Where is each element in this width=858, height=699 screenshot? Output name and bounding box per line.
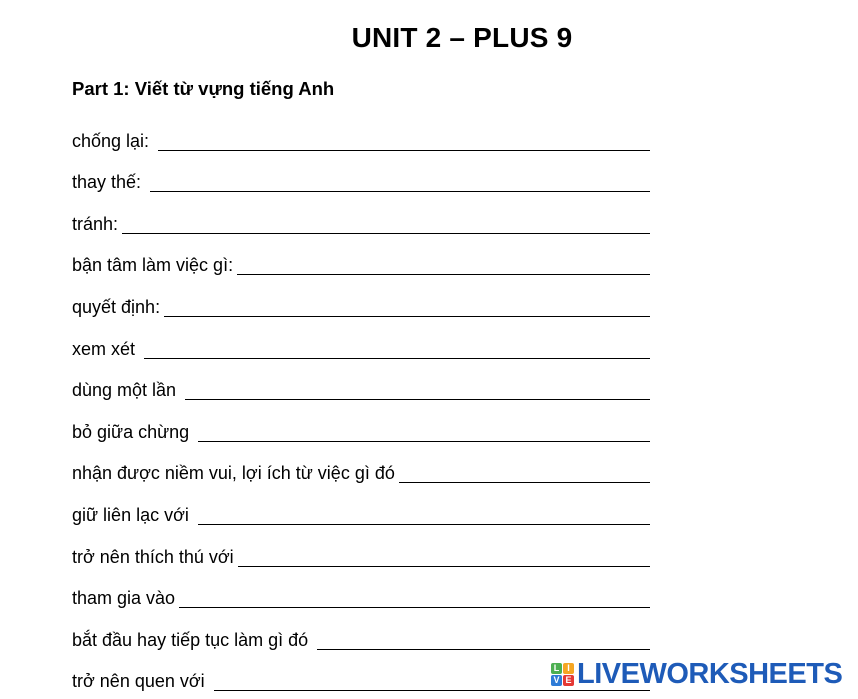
answer-blank[interactable] (144, 336, 650, 359)
vocab-prompt: bắt đầu hay tiếp tục làm gì đó (72, 629, 314, 650)
vocab-row (72, 572, 650, 614)
answer-blank[interactable] (198, 419, 650, 442)
vocab-prompt: giữ liên lạc với (72, 504, 194, 525)
answer-blank[interactable] (198, 502, 650, 525)
vocab-prompt: chống lại: (72, 130, 155, 151)
vocab-row (72, 488, 650, 530)
worksheet-title: UNIT 2 – PLUS 9 (351, 22, 573, 53)
answer-blank[interactable] (317, 627, 650, 650)
vocab-row (72, 156, 650, 198)
answer-blank[interactable] (238, 544, 650, 567)
answer-blank[interactable] (122, 211, 650, 234)
vocab-row (72, 613, 650, 655)
answer-blank[interactable] (399, 460, 650, 483)
vocab-row (72, 530, 650, 572)
vocab-row (72, 114, 650, 156)
vocab-row (72, 447, 650, 489)
vocabulary-list (72, 114, 650, 696)
vocab-row (72, 197, 650, 239)
vocab-prompt: tránh: (72, 213, 119, 234)
vocab-prompt: tham gia vào (72, 588, 176, 609)
answer-blank[interactable] (150, 169, 650, 192)
vocab-prompt: thay thế: (72, 172, 147, 193)
vocab-prompt: trở nên quen với (72, 671, 210, 692)
vocab-prompt: dùng một lần (72, 380, 182, 401)
answer-blank[interactable] (237, 252, 650, 275)
logo-letter: I (563, 663, 574, 674)
answer-blank[interactable] (185, 377, 650, 400)
vocab-row (72, 405, 650, 447)
vocab-prompt: quyết định: (72, 296, 161, 317)
vocab-row (72, 280, 650, 322)
liveworksheets-logo-icon (551, 663, 574, 686)
answer-blank[interactable] (164, 294, 650, 317)
liveworksheets-wordmark: LIVEWORKSHEETS (577, 658, 843, 690)
vocab-row (72, 364, 650, 406)
part-1-heading: Part 1: Viết từ vựng tiếng Anh (72, 78, 335, 99)
vocab-row (72, 322, 650, 364)
answer-blank[interactable] (179, 585, 650, 608)
logo-letter: E (563, 675, 574, 686)
logo-letter: L (551, 663, 562, 674)
vocab-row (72, 239, 650, 281)
vocab-prompt: xem xét (72, 338, 141, 359)
answer-blank[interactable] (158, 128, 650, 151)
vocab-prompt: nhận được niềm vui, lợi ích từ việc gì đó (72, 463, 395, 484)
vocab-prompt: bỏ giữa chừng (72, 421, 195, 442)
liveworksheets-watermark (551, 660, 842, 688)
vocab-prompt: bận tâm làm việc gì: (72, 255, 234, 276)
vocab-prompt: trở nên thích thú với (72, 546, 234, 567)
logo-letter: V (551, 675, 562, 686)
